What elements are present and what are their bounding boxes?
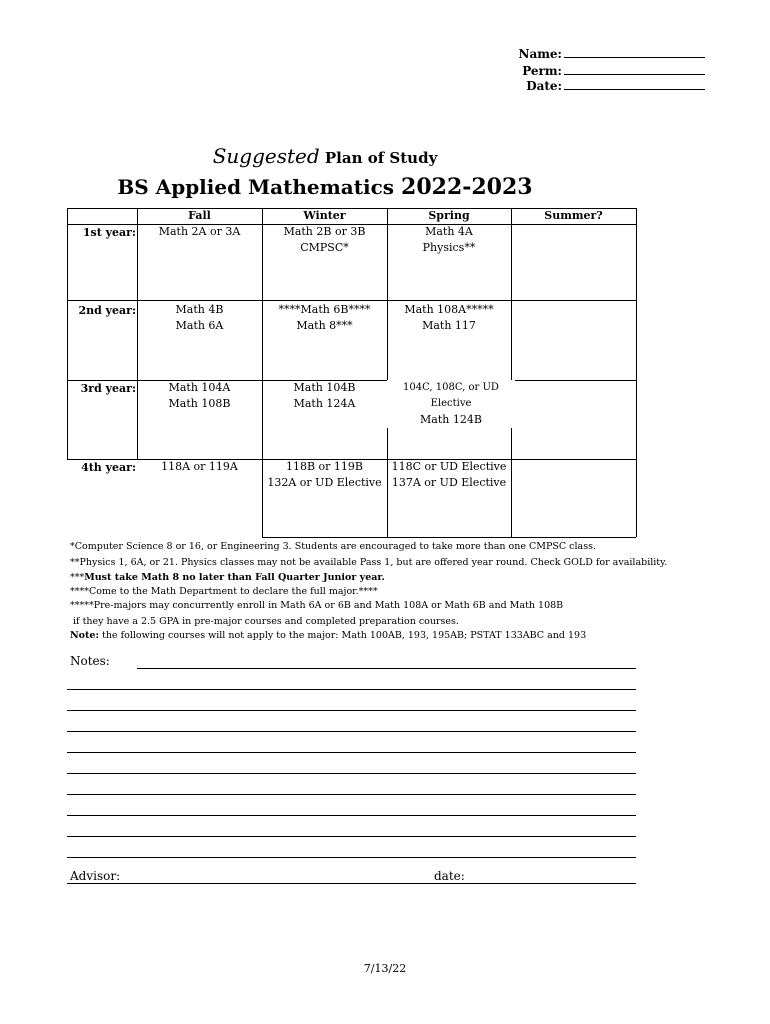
cell-year1-fall [137,224,262,240]
page-title-year: 2022-2023 [401,174,533,200]
notes-line[interactable] [67,710,636,711]
footnote-premajor: *****Pre-majors may concurrently enroll in Math 6A or 6B and Math 108A or Math 6B and Math 108B [70,600,564,611]
course: 104C, 108C, or UD Elective [403,382,499,409]
advisor-label: Advisor: [70,869,121,883]
course: 118C or UD Elective [391,460,507,473]
footnote-cmpsc: *Computer Science 8 or 16, or Engineering 3. Students are encouraged to take more than one CMPSC class. [70,541,596,552]
name-line[interactable] [564,46,705,58]
course: Math 6A [175,319,224,332]
advisor-signature-line[interactable] [67,883,636,884]
subtitle [0,144,650,168]
course: Math 124B [420,413,482,426]
notes-line[interactable] [137,668,636,669]
course: 118A or 119A [161,460,238,473]
perm-line[interactable] [564,63,705,75]
cell-year3-spring [387,380,515,428]
row-label-year-3: 3rd year: [80,382,136,395]
cell-year3-winter [262,380,387,412]
footnote-note-text: the following courses will not apply to the major: Math 100AB, 193, 195AB; PSTAT 133ABC and 193 [102,630,587,641]
cell-year4-spring [387,459,511,491]
notes-line[interactable] [67,689,636,690]
col-header-winter: Winter [303,209,346,222]
table-border-right [636,208,637,537]
notes-line[interactable] [67,857,636,858]
course: Math 2B or 3B [283,225,366,238]
cell-year3-fall [137,380,262,412]
table-col-rule-4a [511,208,512,396]
course: Math 8*** [296,319,353,332]
course: Math 117 [422,319,476,332]
col-header-spring: Spring [428,209,470,222]
notes-label: Notes: [70,654,110,668]
name-field[interactable] [500,46,705,61]
footnote-note [70,630,586,641]
course: 132A or UD Elective [267,476,382,489]
cell-year2-fall [137,302,262,334]
footnote-math8-marker: *** [70,572,85,583]
table-border-left [67,208,68,459]
notes-line[interactable] [67,794,636,795]
notes-line[interactable] [67,815,636,816]
row-label-year-4: 4th year: [81,461,136,474]
course: Math 104A [168,381,231,394]
notes-line[interactable] [67,752,636,753]
course: Math 108A***** [404,303,494,316]
date-field[interactable] [500,78,705,93]
name-label: Name: [518,47,562,61]
cell-year2-spring [387,302,511,334]
table-row-rule-1 [67,300,636,301]
revision-date: 7/13/22 [363,962,407,975]
advisor-date-label: date: [434,869,465,883]
page-title-main: BS Applied Mathematics [117,175,395,199]
course: Math 108B [168,397,231,410]
date-label: Date: [526,79,562,93]
course: CMPSC* [300,241,349,254]
notes-line[interactable] [67,731,636,732]
subtitle-rest: Plan of Study [324,149,438,167]
cell-year2-winter [262,302,387,334]
course: Math 4A [425,225,473,238]
course: Math 4B [175,303,224,316]
table-border-bottom [262,537,636,538]
cell-year1-spring [387,224,511,256]
subtitle-italic: Suggested [212,144,320,168]
cell-year4-fall [137,459,262,475]
perm-field[interactable] [500,63,705,78]
col-header-fall: Fall [188,209,211,222]
footnote-gpa: if they have a 2.5 GPA in pre-major courses and completed preparation courses. [73,616,459,627]
course: 118B or 119B [285,460,364,473]
perm-label: Perm: [522,64,562,78]
footnote-note-label: Note: [70,630,99,641]
cell-year4-winter [262,459,387,491]
course: Physics** [422,241,476,254]
footnote-physics: **Physics 1, 6A, or 21. Physics classes may not be available Pass 1, but are offered year round. Check GOLD for availability. [70,557,668,568]
col-header-summer: Summer? [544,209,603,222]
footnote-math8 [70,572,385,583]
footnote-math8-text: Must take Math 8 no later than Fall Quarter Junior year. [84,572,385,583]
notes-line[interactable] [67,836,636,837]
page-title [0,174,650,200]
notes-line[interactable] [67,773,636,774]
row-label-year-2: 2nd year: [78,304,136,317]
course: 137A or UD Elective [391,476,507,489]
course: ****Math 6B**** [278,303,371,316]
course: Math 104B [293,381,356,394]
course: Math 124A [293,397,356,410]
cell-year1-winter [262,224,387,256]
course: Math 2A or 3A [158,225,241,238]
row-label-year-1: 1st year: [82,226,136,239]
date-line[interactable] [564,78,705,90]
footnote-declare: ****Come to the Math Department to declare the full major.**** [70,586,378,597]
